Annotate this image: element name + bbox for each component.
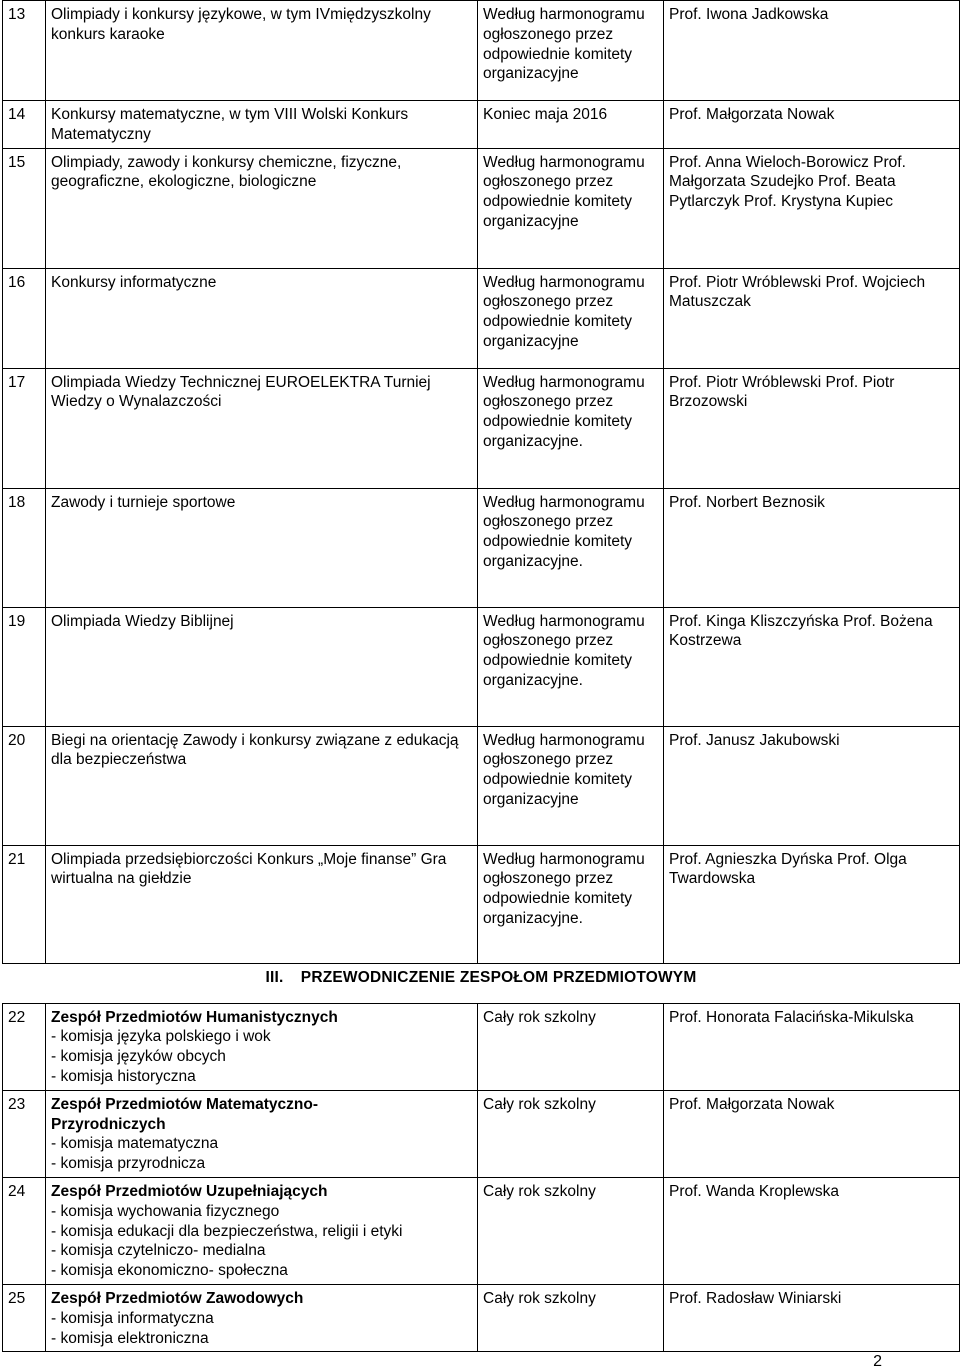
row-number: 22 <box>3 1003 46 1090</box>
table-row <box>3 1003 960 1090</box>
responsible-teachers: Prof. Agnieszka Dyńska Prof. Olga Twardowska <box>664 845 960 963</box>
responsible-teachers: Prof. Anna Wieloch-Borowicz Prof. Małgorzata Szudejko Prof. Beata Pytlarczyk Prof. Krystyna Kupiec <box>664 148 960 268</box>
page-number: 2 <box>873 1353 882 1370</box>
section-numeral: III. <box>265 968 284 986</box>
team-cell <box>46 1090 478 1177</box>
row-number: 18 <box>3 488 46 607</box>
event-name: Konkursy informatyczne <box>46 268 478 368</box>
row-number: 23 <box>3 1090 46 1177</box>
row-number: 20 <box>3 726 46 845</box>
event-name: Olimpiady i konkursy językowe, w tym IVmiędzyszkolny konkurs karaoke <box>46 1 478 101</box>
team-name: Zespół Przedmiotów Zawodowych <box>51 1289 304 1307</box>
team-committees: - komisja wychowania fizycznego - komisja edukacji dla bezpieczeństwa, religii i etyki - komisja czytelniczo- medialna - komisja ekonomiczno- społeczna <box>51 1202 403 1280</box>
team-cell <box>46 1003 478 1090</box>
section-heading-row <box>3 963 960 1003</box>
event-date: Według harmonogramu ogłoszonego przez odpowiednie komitety organizacyjne. <box>478 368 664 488</box>
event-name: Zawody i turnieje sportowe <box>46 488 478 607</box>
team-date: Cały rok szkolny <box>478 1284 664 1351</box>
event-name: Biegi na orientację Zawody i konkursy związane z edukacją dla bezpieczeństwa <box>46 726 478 845</box>
schedule-table <box>2 0 960 1352</box>
team-name: Zespół Przedmiotów Humanistycznych <box>51 1008 338 1026</box>
team-name: Zespół Przedmiotów Matematyczno- Przyrodniczych <box>51 1095 318 1133</box>
row-number: 17 <box>3 368 46 488</box>
row-number: 16 <box>3 268 46 368</box>
event-date: Według harmonogramu ogłoszonego przez odpowiednie komitety organizacyjne. <box>478 845 664 963</box>
table-row <box>3 726 960 845</box>
event-date: Według harmonogramu ogłoszonego przez odpowiednie komitety organizacyjne. <box>478 488 664 607</box>
responsible-teachers: Prof. Piotr Wróblewski Prof. Piotr Brzozowski <box>664 368 960 488</box>
responsible-teachers: Prof. Iwona Jadkowska <box>664 1 960 101</box>
event-date: Według harmonogramu ogłoszonego przez odpowiednie komitety organizacyjne <box>478 1 664 101</box>
team-committees: - komisja języka polskiego i wok - komisja języków obcych - komisja historyczna <box>51 1028 271 1085</box>
event-date: Według harmonogramu ogłoszonego przez odpowiednie komitety organizacyjne <box>478 268 664 368</box>
team-date: Cały rok szkolny <box>478 1003 664 1090</box>
team-date: Cały rok szkolny <box>478 1177 664 1284</box>
section-title: PRZEWODNICZENIE ZESPOŁOM PRZEDMIOTOWYM <box>300 968 697 986</box>
team-leader: Prof. Honorata Falacińska-Mikulska <box>664 1003 960 1090</box>
event-name: Konkursy matematyczne, w tym VIII Wolski Konkurs Matematyczny <box>46 101 478 149</box>
team-cell <box>46 1177 478 1284</box>
event-name: Olimpiada przedsiębiorczości Konkurs „Moje finanse” Gra wirtualna na giełdzie <box>46 845 478 963</box>
row-number: 21 <box>3 845 46 963</box>
team-cell <box>46 1284 478 1351</box>
event-name: Olimpiada Wiedzy Biblijnej <box>46 607 478 726</box>
responsible-teachers: Prof. Norbert Beznosik <box>664 488 960 607</box>
responsible-teachers: Prof. Małgorzata Nowak <box>664 101 960 149</box>
event-date: Według harmonogramu ogłoszonego przez odpowiednie komitety organizacyjne <box>478 148 664 268</box>
team-committees: - komisja informatyczna - komisja elektroniczna <box>51 1309 214 1347</box>
event-name: Olimpiady, zawody i konkursy chemiczne, fizyczne, geograficzne, ekologiczne, biologiczne <box>46 148 478 268</box>
team-leader: Prof. Radosław Winiarski <box>664 1284 960 1351</box>
row-number: 13 <box>3 1 46 101</box>
table-row <box>3 845 960 963</box>
event-name: Olimpiada Wiedzy Technicznej EUROELEKTRA Turniej Wiedzy o Wynalazczości <box>46 368 478 488</box>
table-row <box>3 1177 960 1284</box>
section-heading <box>3 963 960 1003</box>
table-row <box>3 1 960 101</box>
table-row <box>3 268 960 368</box>
responsible-teachers: Prof. Janusz Jakubowski <box>664 726 960 845</box>
row-number: 24 <box>3 1177 46 1284</box>
team-committees: - komisja matematyczna - komisja przyrodnicza <box>51 1135 219 1173</box>
team-leader: Prof. Małgorzata Nowak <box>664 1090 960 1177</box>
row-number: 19 <box>3 607 46 726</box>
table-row <box>3 368 960 488</box>
team-leader: Prof. Wanda Kroplewska <box>664 1177 960 1284</box>
team-name: Zespół Przedmiotów Uzupełniających <box>51 1182 328 1200</box>
table-row <box>3 148 960 268</box>
event-date: Według harmonogramu ogłoszonego przez odpowiednie komitety organizacyjne <box>478 726 664 845</box>
table-row <box>3 101 960 149</box>
table-row <box>3 607 960 726</box>
table-row <box>3 488 960 607</box>
event-date: Według harmonogramu ogłoszonego przez odpowiednie komitety organizacyjne. <box>478 607 664 726</box>
team-date: Cały rok szkolny <box>478 1090 664 1177</box>
responsible-teachers: Prof. Piotr Wróblewski Prof. Wojciech Matuszczak <box>664 268 960 368</box>
responsible-teachers: Prof. Kinga Kliszczyńska Prof. Bożena Kostrzewa <box>664 607 960 726</box>
table-row <box>3 1284 960 1351</box>
row-number: 14 <box>3 101 46 149</box>
table-row <box>3 1090 960 1177</box>
row-number: 25 <box>3 1284 46 1351</box>
row-number: 15 <box>3 148 46 268</box>
event-date: Koniec maja 2016 <box>478 101 664 149</box>
